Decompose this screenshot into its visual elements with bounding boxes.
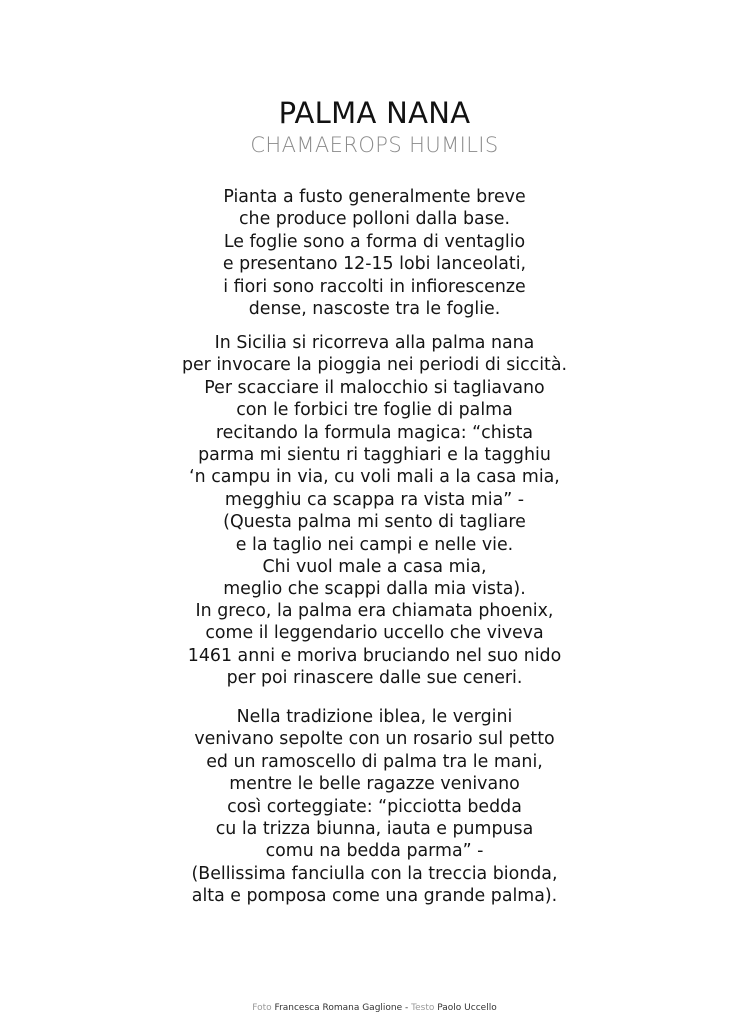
text-line: Nella tradizione iblea, le vergini — [236, 707, 513, 727]
photo-author: Francesca Romana Gaglione — [274, 1003, 403, 1013]
text-line: ‘n campu in via, cu voli mali a la casa mia, — [189, 467, 560, 488]
text-line: ed un ramoscello di palma tra le mani, — [206, 751, 543, 772]
page-subtitle: CHAMAEROPS HUMILIS — [250, 133, 499, 157]
text-line: Pianta a fusto generalmente breve — [223, 187, 526, 207]
text-label: Testo — [411, 1003, 435, 1013]
text-line: per invocare la pioggia nei periodi di siccità. — [181, 355, 568, 376]
text-line: venivano sepolte con un rosario sul petto — [194, 729, 555, 750]
text-line: cu la trizza biunna, iauta e pumpusa — [215, 818, 534, 839]
text-line: Chi vuol male a casa mia, — [262, 556, 487, 577]
text-line: mentre le belle ragazze venivano — [229, 774, 520, 795]
text-line: (Bellissima fanciulla con la treccia bionda, — [191, 863, 558, 884]
paragraph-1 — [0, 186, 749, 320]
text-line: Per scacciare il malocchio si tagliavano — [204, 377, 545, 398]
text-line: parma mi sientu ri tagghiari e la tagghiu — [198, 444, 551, 465]
text-line: così corteggiate: “picciotta bedda — [227, 796, 522, 817]
text-line: In greco, la palma era chiamata phoenix, — [195, 601, 554, 621]
paragraph-2 — [0, 332, 749, 601]
text-line: Le foglie sono a forma di ventaglio — [223, 231, 526, 252]
text-line: recitando la formula magica: “chista — [215, 422, 534, 443]
text-line: 1461 anni e moriva bruciando nel suo nido — [187, 645, 562, 666]
text-line: meglio che scappi dalla mia vista). — [223, 579, 526, 600]
page-title: PALMA NANA — [278, 96, 471, 130]
text-line: dense, nascoste tra le foglie. — [248, 298, 501, 319]
text-line: con le forbici tre foglie di palma — [236, 400, 513, 421]
text-line: che produce polloni dalla base. — [239, 209, 510, 230]
paragraph-3 — [0, 600, 749, 690]
text-line: per poi rinascere dalle sue ceneri. — [226, 668, 523, 689]
credits-footer — [0, 1003, 749, 1013]
text-line: In Sicilia si ricorreva alla palma nana — [214, 333, 535, 353]
text-line: e la taglio nei campi e nelle vie. — [235, 534, 514, 555]
text-line: comu na bedda parma” - — [265, 841, 484, 862]
text-author: Paolo Uccello — [437, 1003, 497, 1013]
credits-separator: - — [405, 1003, 409, 1013]
text-line: come il leggendario uccello che viveva — [205, 623, 544, 644]
text-line: e presentano 12-15 lobi lanceolati, — [222, 254, 527, 275]
text-line: i fiori sono raccolti in infiorescenze — [223, 276, 526, 297]
text-line: alta e pomposa come una grande palma). — [191, 886, 558, 907]
paragraph-4 — [0, 706, 749, 908]
photo-label: Foto — [252, 1003, 272, 1013]
text-line: (Questa palma mi sento di tagliare — [223, 512, 526, 533]
text-line: megghiu ca scappa ra vista mia” - — [224, 489, 525, 510]
